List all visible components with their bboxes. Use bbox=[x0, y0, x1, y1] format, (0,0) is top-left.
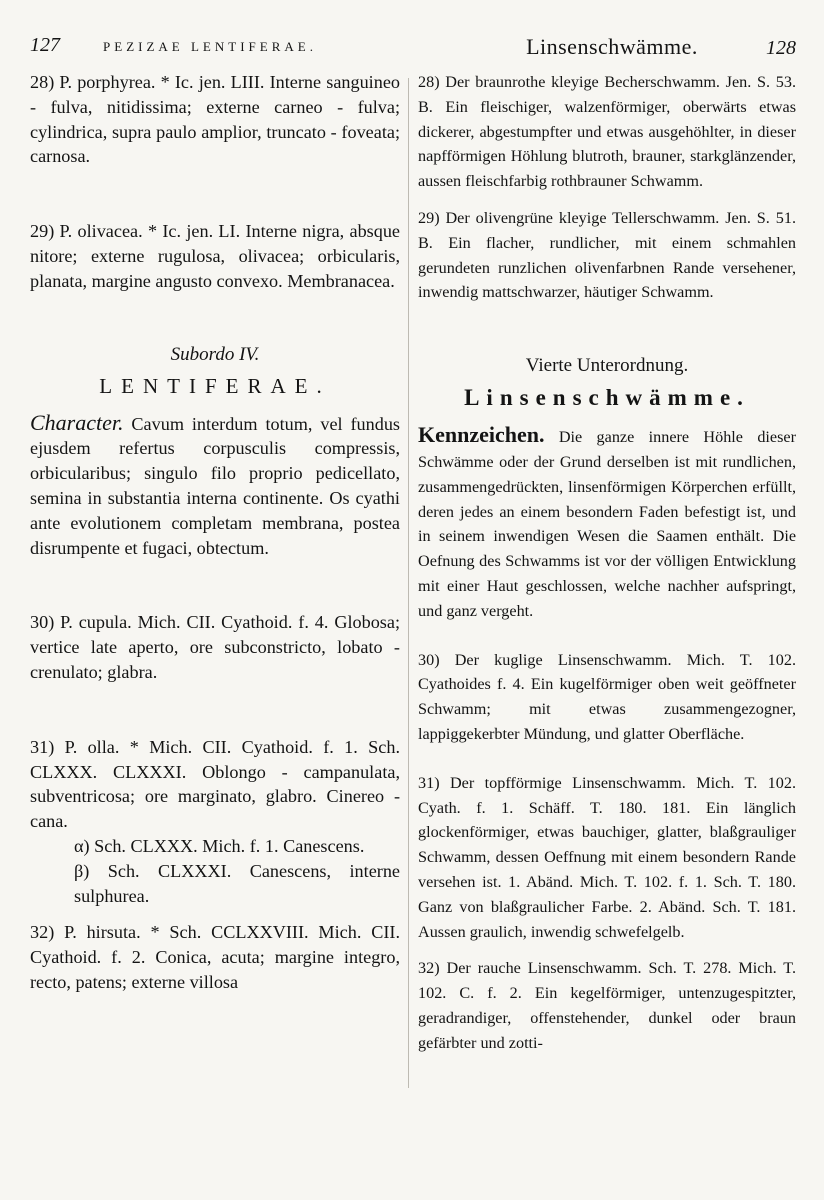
right-page bbox=[418, 34, 796, 1056]
right-page-number: 128 bbox=[765, 37, 796, 59]
right-order-title: Linsenschwämme. bbox=[464, 385, 750, 411]
right-character-label: Kennzeichen. bbox=[418, 422, 545, 448]
right-entry-30 bbox=[418, 648, 796, 747]
left-running-title: PEZIZAE LENTIFERAE. bbox=[103, 39, 317, 54]
left-character-label: Character. bbox=[30, 409, 124, 435]
left-entry-30-text: 30) P. cupula. Mich. CII. Cyathoid. f. 4. Globosa; vertice late aperto, ore subconstricto, lobato - crenulato; glabra. bbox=[30, 612, 400, 682]
right-entry-28 bbox=[418, 70, 796, 194]
right-character-text: Die ganze innere Höhle dieser Schwämme oder der Grund derselben ist mit rundlichen, zusammengedrückten, linsenförmigen Körperchen erfüllt, deren jedes an einem besondern Faden befestigt ist, und in seinem inwendigen Wesen die Saamen enthält. Die Oefnung des Schwamms ist vor der völligen Entwicklung mit einer Haut geschlossen, welche nachher aufspringt, und ganz vergeht. bbox=[418, 428, 796, 620]
right-subordo: Vierte Unterordnung. bbox=[525, 355, 689, 377]
right-entry-31-text: 31) Der topfförmige Linsenschwamm. Mich. T. 102. Cyath. f. 1. Schäff. T. 180. 181. Ein länglich glockenförmiger, etwas bauchiger, glatter, blaßgrauliger Schwamm, dessen Oeffnung mit einem besondern Rande versehen ist. 1. Abänd. Mich. T. 102. f. 1. Sch. T. 180. Ganz von blaßgraulicher Farbe. 2. Abänd. Sch. T. 181. Aussen graulich, inwendig schwefelgelb. bbox=[418, 773, 796, 941]
right-character bbox=[418, 423, 796, 623]
left-subordo: Subordo IV. bbox=[170, 343, 260, 365]
left-entry-29-text: 29) P. olivacea. * Ic. jen. LI. Interne nigra, absque nitore; externe rugulosa, olivacea; orbicularis, planata, margine angusto convexo. Membranacea. bbox=[30, 221, 400, 291]
right-running-title: Linsenschwämme. bbox=[526, 34, 698, 59]
left-order-title: LENTIFERAE. bbox=[99, 373, 331, 398]
left-character-text: Cavum interdum totum, vel fundus ejusdem refertus corpusculis compressis, orbicularibus; singulo filo proprio pedicellato, semina in substantia interna continente. Os cyathi ante evolutionem completam membrana, postea disrumpente et fugaci, obtectum. bbox=[30, 413, 401, 558]
left-entry-32 bbox=[30, 920, 400, 994]
left-entry-31 bbox=[30, 735, 400, 909]
left-entry-31-beta: β) Sch. CLXXXI. Canescens, interne sulphurea. bbox=[74, 860, 400, 906]
right-entry-30-text: 30) Der kuglige Linsenschwamm. Mich. T. 102. Cyathoides f. 4. Ein kugelförmiger oben weit geöffneter Schwamm; mit etwas zusammengezogner, lappiggekerbter Mündung, und glatter Oberfläche. bbox=[418, 650, 796, 743]
right-entry-29-text: 29) Der olivengrüne kleyige Tellerschwamm. Jen. S. 51. B. Ein flacher, rundlicher, mit einem schmahlen gerundeten runzlichen olivenfarbnen Rande versehener, inwendig mattschwarzer, häutiger Schwamm. bbox=[418, 208, 796, 302]
right-entry-28-text: 28) Der braunrothe kleyige Becherschwamm. Jen. S. 53. B. Ein fleischiger, walzenförmiger, oberwärts etwas dickerer, abgestumpfter und etwas ausgehöhlter, in dieser napfförmigen Höhlung blutroth, brauner, starkglänzender, aussen fleischfarbig rothbrauner Schwamm. bbox=[418, 73, 796, 191]
left-entry-28-text: 28) P. porphyrea. * Ic. jen. LIII. Interne sanguineo - fulva, nitidissima; externe carneo - fulva; cylindrica, supra paulo amplior, truncato - foveata; carnosa. bbox=[30, 72, 400, 167]
left-entry-29 bbox=[30, 219, 400, 293]
left-page bbox=[30, 34, 400, 995]
left-entry-28 bbox=[30, 70, 400, 169]
left-character bbox=[30, 411, 400, 561]
right-entry-29 bbox=[418, 206, 796, 305]
right-entry-32 bbox=[418, 956, 796, 1055]
left-page-header bbox=[30, 34, 400, 70]
gutter-divider bbox=[408, 78, 409, 1088]
left-entry-32-text: 32) P. hirsuta. * Sch. CCLXXVIII. Mich. CII. Cyathoid. f. 2. Conica, acuta; margine integro, recto, patens; externe villosa bbox=[30, 922, 400, 992]
right-entry-32-text: 32) Der rauche Linsenschwamm. Sch. T. 278. Mich. T. 102. C. f. 2. Ein kegelförmiger, untenzugespitzter, geradrandiger, offenstehender, dunkel oder braun gefärbter und zotti- bbox=[418, 959, 796, 1052]
left-entry-31-alpha: α) Sch. CLXXX. Mich. f. 1. Canescens. bbox=[74, 835, 365, 856]
left-entry-31-text: 31) P. olla. * Mich. CII. Cyathoid. f. 1. Sch. CLXXX. CLXXXI. Oblongo - campanulata, subventricosa; ore marginato, glabro. Cinereo - cana. bbox=[30, 736, 400, 832]
left-page-number: 127 bbox=[30, 34, 60, 56]
right-page-header bbox=[418, 34, 796, 70]
right-entry-31 bbox=[418, 771, 796, 945]
left-entry-30 bbox=[30, 610, 400, 684]
